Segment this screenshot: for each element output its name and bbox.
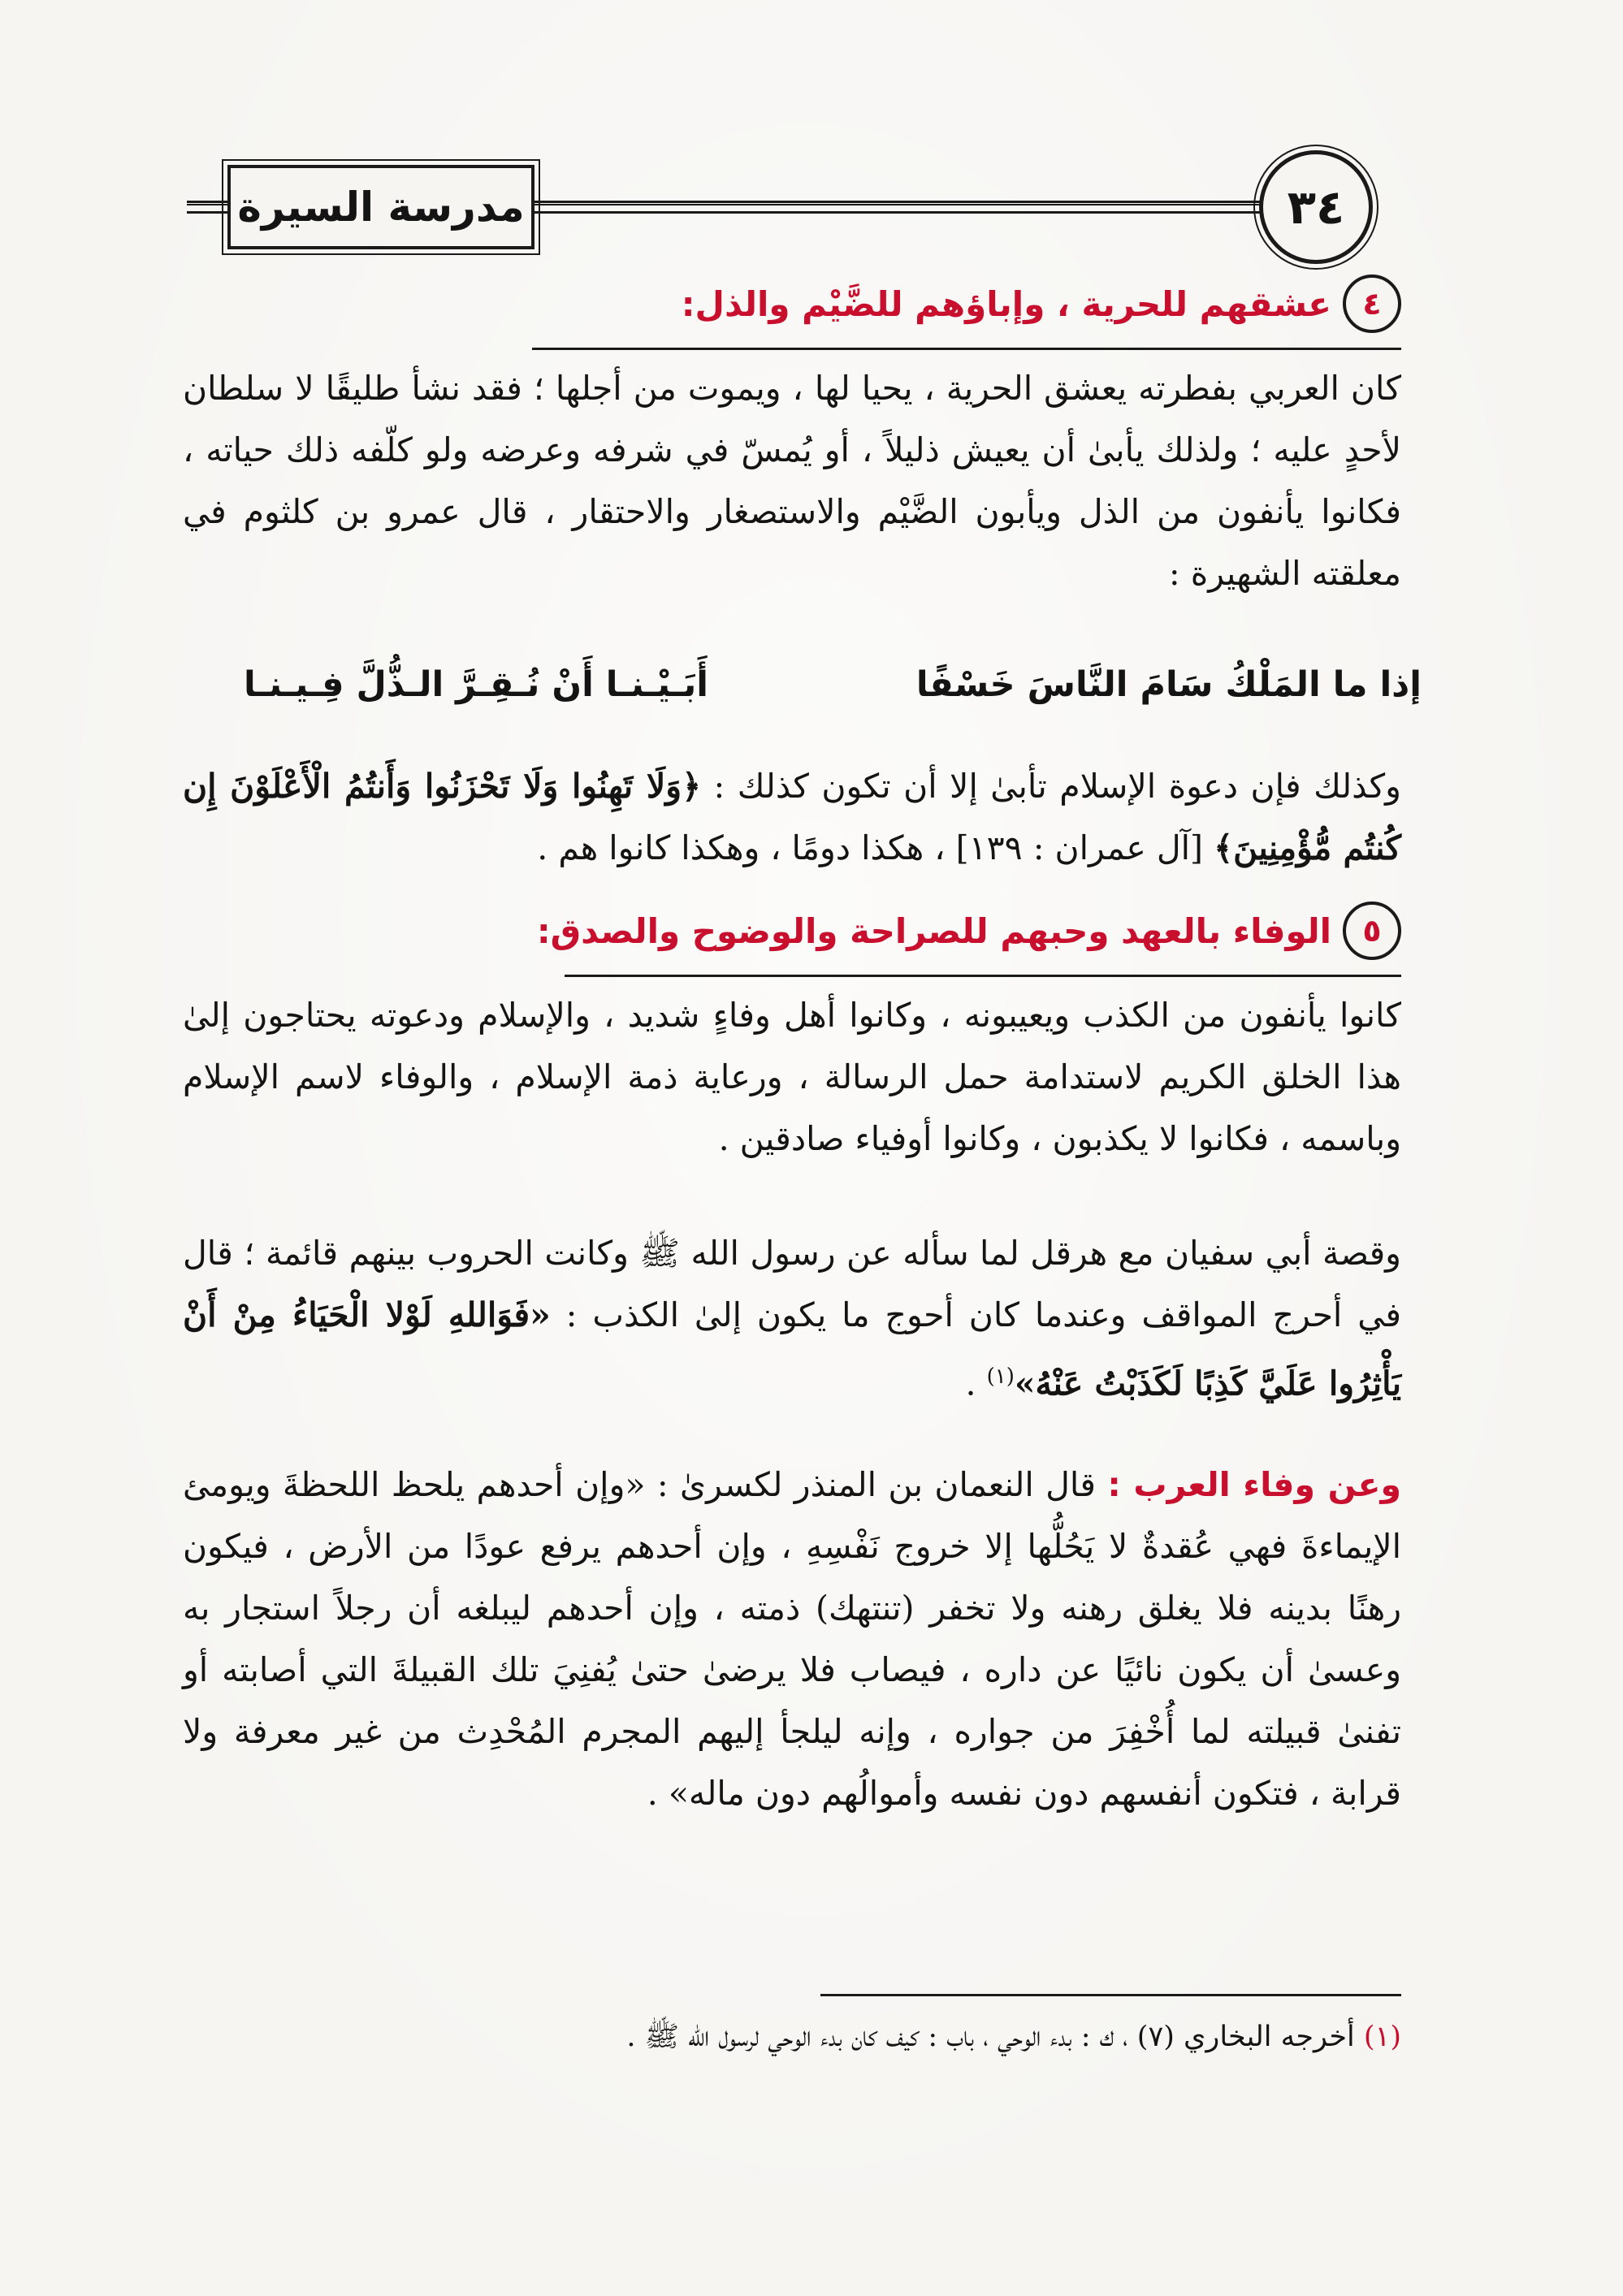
footnote — [183, 2014, 1401, 2060]
section-4-number: ٤ — [1343, 275, 1401, 333]
footnote-text: أخرجه البخاري (٧) ، ك : بدء الوحي ، باب : كيف كان بدء الوحي لرسول الله ﷺ . — [626, 2021, 1355, 2053]
paragraph-5-text: قال النعمان بن المنذر لكسرىٰ : «وإن أحدهم يلحظ اللحظةَ ويومئ الإيماءةَ فهي عُقدةٌ لا يَحُلُّها إلا خروج نَفْسِهِ ، وإن أحدهم يرفع عودًا من الأرض ، فيكون رهنًا بدينه فلا يغلق رهنه ولا تخفر (تنتهك) ذمته ، وإن أحدهم ليبلغه أن رجلاً استجار به وعسىٰ أن يكون نائيًا عن داره ، فيصاب فلا يرضىٰ حتىٰ يُفنِيَ تلك القبيلةَ التي أصابته أو تفنىٰ قبيلته لما أُخْفِرَ من جواره ، وإنه ليلجأ إليهم المجرم المُحْدِث من غير معرفة ولا قرابة ، فتكون أنفسهم دون نفسه وأموالُهم دون ماله» . — [183, 1465, 1401, 1813]
poetry-verse — [244, 664, 1422, 705]
page-header — [187, 150, 1405, 256]
paragraph-5 — [183, 1454, 1401, 1824]
paragraph-2-text: وكذلك فإن دعوة الإسلام تأبىٰ إلا أن تكون كذلك : — [713, 767, 1401, 806]
quran-reference: [آل عمران : ١٣٩] ، هكذا دومًا ، وهكذا كانوا هم . — [537, 828, 1204, 867]
section-4-rule — [532, 348, 1401, 350]
section-5-heading — [537, 902, 1401, 960]
quran-verse: ﴿وَلَا تَهِنُوا وَلَا تَحْزَنُوا وَأَنتُمُ الْأَعْلَوْنَ إِن كُنتُم مُّؤْمِنِينَ﴾ — [183, 767, 1401, 867]
section-4-title: عشقهم للحرية ، وإباؤهم للضَّيْم والذل: — [681, 283, 1331, 324]
paragraph-1-text: كان العربي بفطرته يعشق الحرية ، يحيا لها ، ويموت من أجلها ؛ فقد نشأ طليقًا لا سلطان لأحدٍ عليه ؛ ولذلك يأبىٰ أن يعيش ذليلاً ، أو يُمسّ في شرفه وعرضه ولو كلّفه ذلك حياته ، فكانوا يأنفون من الذل ويأبون الضَّيْم والاستصغار والاحتقار ، قال عمرو بن كلثوم في معلقته الشهيرة : — [183, 369, 1401, 593]
footnote-rule — [820, 1994, 1401, 1996]
book-title: مدرسة السيرة — [237, 184, 525, 231]
paragraph-4: وقصة أبي سفيان مع هرقل لما سأله عن رسول الله ﷺ وكانت الحروب بينهم قائمة ؛ قال في أحرج المواقف وعندما كان أحوج ما يكون إلىٰ الكذب : «فَوَاللهِ لَوْلا الْحَيَاءُ مِنْ أَنْ يَأْثِرُوا عَلَيَّ كَذِبًا لَكَذَبْتُ عَنْهُ»$^{(١)}$ . — [183, 1234, 1401, 1403]
paragraph-4-text: وقصة أبي سفيان مع هرقل لما سأله عن رسول الله ﷺ وكانت الحروب بينهم قائمة ؛ قال في أحرج المواقف وعندما كان أحوج ما يكون إلىٰ الكذب : — [183, 1234, 1401, 1334]
paragraph-3-text: كانوا يأنفون من الكذب ويعيبونه ، وكانوا أهل وفاءٍ شديد ، والإسلام ودعوته يحتاجون إلىٰ هذا الخلق الكريم لاستدامة حمل الرسالة ، ورعاية ذمة الإسلام ، والوفاء لاسم الإسلام وباسمه ، فكانوا لا يكذبون ، وكانوا أوفياء صادقين . — [183, 996, 1401, 1158]
footnote-reference: (١) — [986, 1364, 1015, 1389]
verse-first-hemistich: إذا ما المَلْكُ سَامَ النَّاسَ خَسْفًا — [915, 664, 1422, 705]
hadith-quote: «فَوَاللهِ لَوْلا الْحَيَاءُ مِنْ أَنْ يَأْثِرُوا عَلَيَّ كَذِبًا لَكَذَبْتُ عَنْهُ» — [183, 1295, 1401, 1403]
section-5-title: الوفاء بالعهد وحبهم للصراحة والوضوح والصدق: — [536, 910, 1331, 951]
section-5-number: ٥ — [1343, 902, 1401, 960]
paragraph-1 — [183, 357, 1401, 604]
footnote-number: (١) — [1363, 2021, 1401, 2053]
paragraph-3 — [183, 984, 1401, 1170]
paragraph-5-label: وعن وفاء العرب : — [1107, 1465, 1401, 1504]
book-title-frame — [227, 165, 535, 249]
verse-second-hemistich: أَبَـيْـنـا أَنْ نُـقِـرَّ الـذُّلَّ فِـيـنـا — [244, 664, 709, 705]
page-number: ٣٤ — [1259, 150, 1373, 264]
paragraph-2 — [183, 755, 1401, 879]
section-5-rule — [565, 975, 1401, 977]
section-4-heading — [682, 275, 1401, 333]
